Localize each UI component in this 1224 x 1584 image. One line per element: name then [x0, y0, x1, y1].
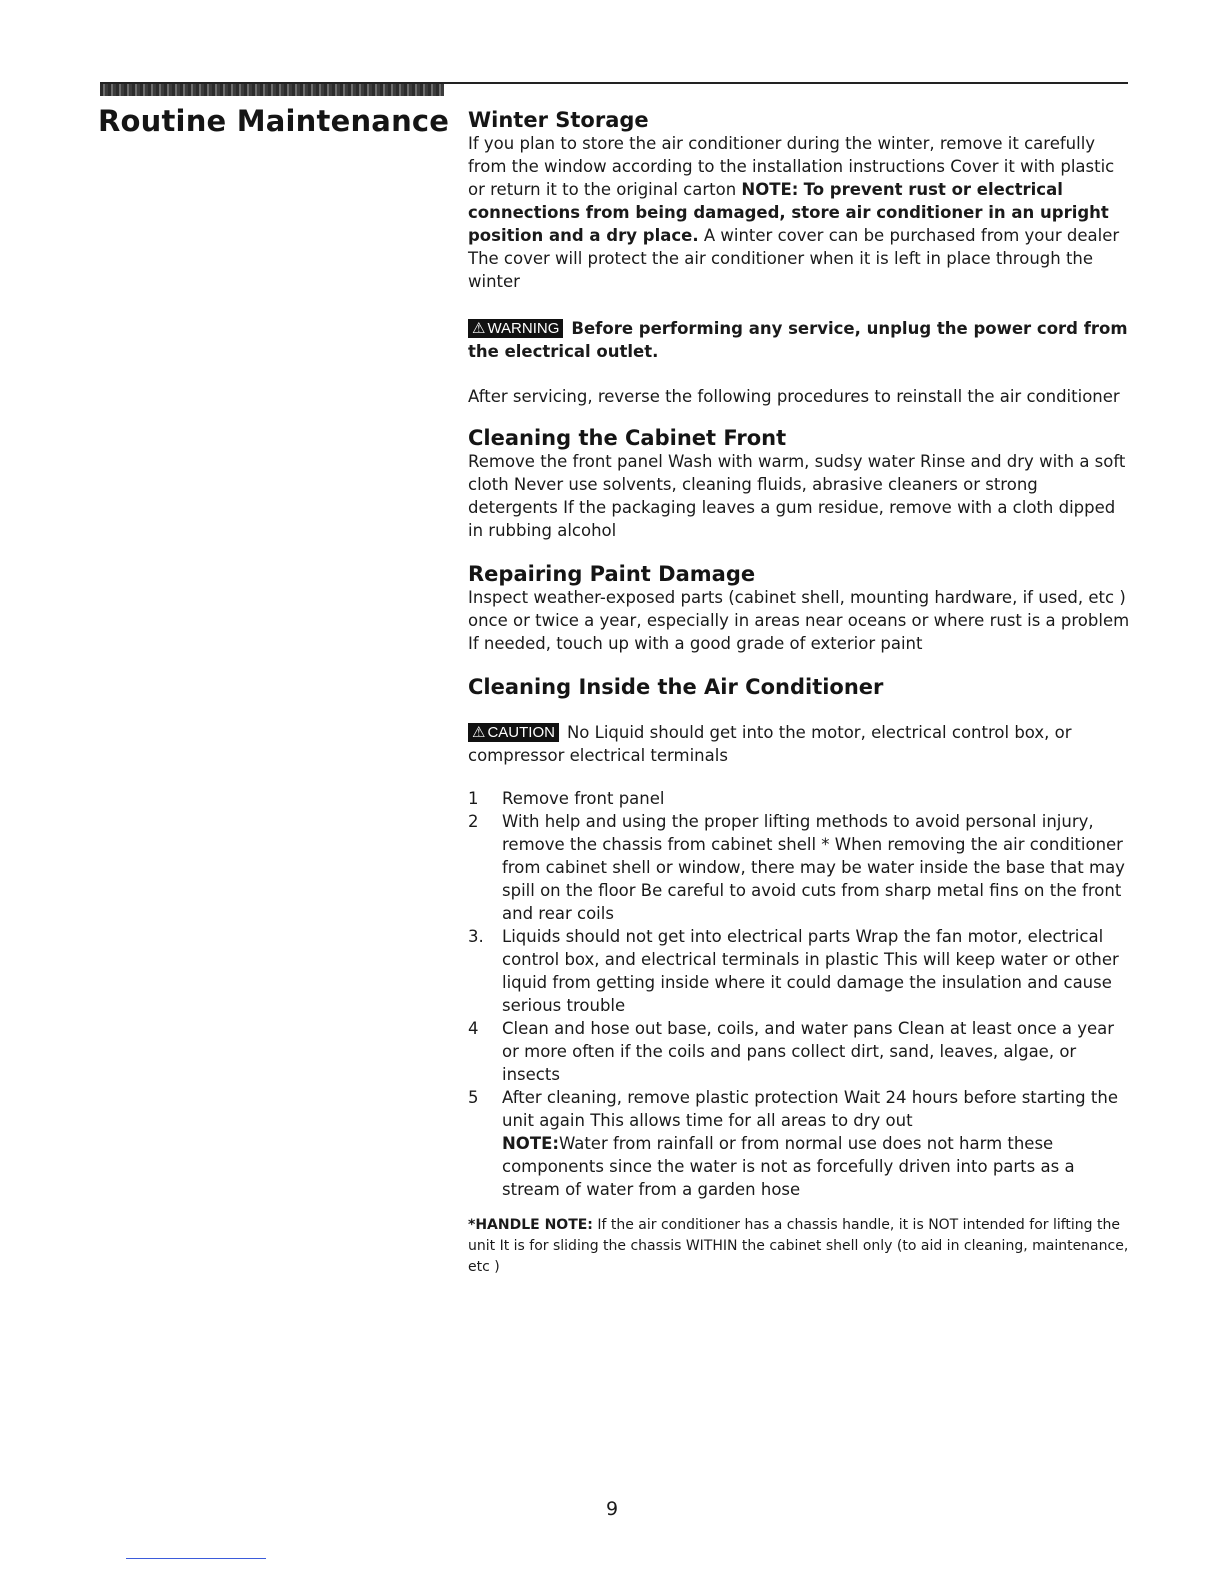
warning-triangle-icon: ⚠ [472, 320, 486, 337]
caution-badge-label: CAUTION [487, 724, 555, 741]
step-note-label: NOTE: [502, 1134, 559, 1153]
step-text: Clean and hose out base, coils, and water pans Clean at least once a year or more often if the coils and pans collect dirt, sand, leaves, algae, or insects [502, 1019, 1115, 1084]
main-content [468, 106, 1132, 1278]
paint-damage-text: Inspect weather-exposed parts (cabinet shell, mounting hardware, if used, etc ) once or twice a year, especially in areas near oceans or where rust is a problem If needed, touch up with a good grade of exterior paint [468, 588, 1130, 653]
winter-storage-text-2: A winter cover can be purchased from your dealer The cover will protect the air conditioner when it is left in place through the winter [468, 226, 1120, 291]
winter-note-label: NOTE: [741, 180, 799, 199]
warning-badge-label: WARNING [487, 320, 560, 337]
step-note [502, 1132, 1132, 1201]
caution-text: No Liquid should get into the motor, electrical control box, or compressor electrical terminals [468, 723, 1072, 765]
page-number: 9 [605, 1498, 619, 1520]
list-item [468, 1086, 1132, 1201]
list-item [468, 925, 1132, 1017]
cleaning-inside-heading: Cleaning Inside the Air Conditioner [468, 675, 884, 699]
cabinet-front-text: Remove the front panel Wash with warm, sudsy water Rinse and dry with a soft cloth Never use solvents, cleaning fluids, abrasive cleaners or strong detergents If the packaging leaves a gum residue, remove with a cloth dipped in rubbing alcohol [468, 452, 1126, 540]
handle-note-label: *HANDLE NOTE: [468, 1217, 593, 1233]
cleaning-steps-list [468, 787, 1132, 1201]
section-title: Routine Maintenance [98, 104, 450, 138]
after-servicing-text: After servicing, reverse the following procedures to reinstall the air conditioner [468, 387, 1120, 406]
step-text: Liquids should not get into electrical parts Wrap the fan motor, electrical control box, and electrical terminals in plastic This will keep water or other liquid from getting inside where it could damage the insulation and cause serious trouble [502, 927, 1119, 1015]
step-number: 5 [468, 1088, 479, 1107]
handle-note-text: If the air conditioner has a chassis handle, it is NOT intended for lifting the unit It is for sliding the chassis WITHIN the cabinet shell only (to aid in cleaning, maintenance, etc ) [468, 1217, 1129, 1275]
caution-block [468, 721, 1132, 767]
winter-storage-paragraph [468, 132, 1132, 293]
step-note-text: Water from rainfall or from normal use does not harm these components since the water is not as forcefully driven into parts as a stream of water from a garden hose [502, 1134, 1075, 1199]
caution-triangle-icon: ⚠ [472, 724, 486, 741]
list-item [468, 787, 1132, 810]
warning-badge [468, 319, 563, 338]
winter-storage-heading: Winter Storage [468, 108, 649, 132]
step-number: 1 [468, 789, 479, 808]
step-text: After cleaning, remove plastic protection Wait 24 hours before starting the unit again This allows time for all areas to dry out [502, 1088, 1118, 1130]
warning-text: Before performing any service, unplug the power cord from the electrical outlet. [468, 319, 1128, 361]
cabinet-front-heading: Cleaning the Cabinet Front [468, 426, 787, 450]
bottom-mark [126, 1558, 266, 1559]
handle-note [468, 1215, 1132, 1278]
paint-damage-heading: Repairing Paint Damage [468, 562, 756, 586]
warning-block [468, 317, 1132, 363]
step-number: 4 [468, 1019, 479, 1038]
list-item [468, 1017, 1132, 1086]
winter-storage-text: If you plan to store the air conditioner during the winter, remove it carefully from the window according to the installation instructions Cover it with plastic or return it to the original carton [468, 134, 1115, 199]
winter-note-text: To prevent rust or electrical connections from being damaged, store air conditioner in an upright position and a dry place. [468, 180, 1109, 245]
step-number: 3. [468, 927, 484, 946]
header-band [100, 84, 444, 96]
step-text: With help and using the proper lifting methods to avoid personal injury, remove the chassis from cabinet shell * When removing the air conditioner from cabinet shell or window, there may be water inside the base that may spill on the floor Be careful to avoid cuts from sharp metal fins on the front and rear coils [502, 812, 1125, 923]
step-text: Remove front panel [502, 789, 665, 808]
list-item [468, 810, 1132, 925]
step-number: 2 [468, 812, 479, 831]
caution-badge [468, 723, 559, 742]
